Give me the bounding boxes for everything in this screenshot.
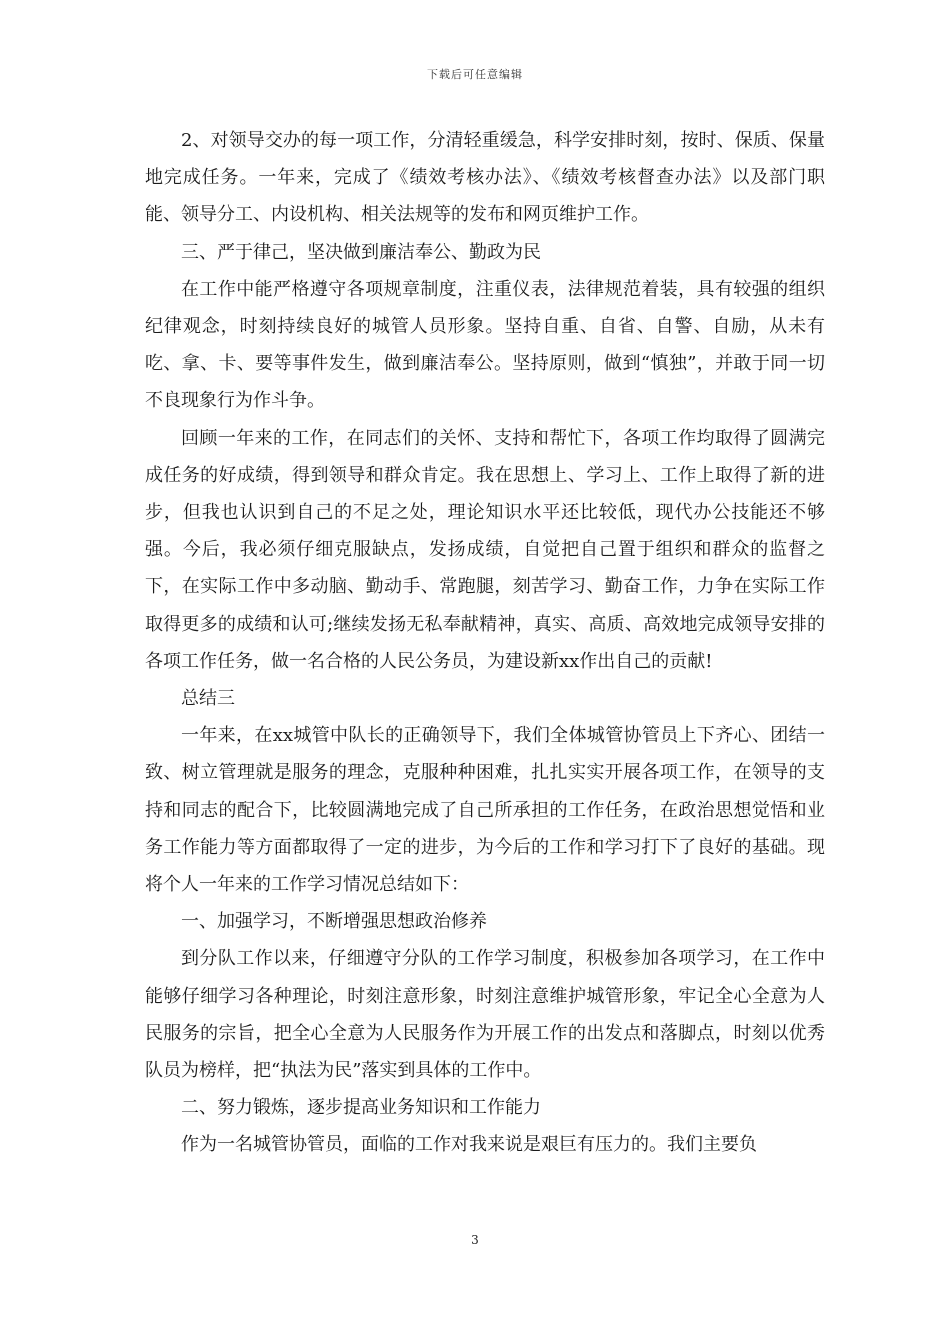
paragraph: 2、对领导交办的每一项工作，分清轻重缓急，科学安排时刻，按时、保质、保量地完成任务。一年来，完成了《绩效考核办法》、《绩效考核督查办法》以及部门职能、领导分工、内设机构、相关法规等的发布和网页维护工作。 — [145, 130, 825, 226]
page-header-note: 下载后可任意编辑 — [427, 68, 523, 81]
section-heading: 二、努力锻炼，逐步提高业务知识和工作能力 — [181, 1097, 541, 1119]
paragraph: 到分队工作以来，仔细遵守分队的工作学习制度，积极参加各项学习，在工作中能够仔细学习各种理论，时刻注意形象，时刻注意维护城管形象，牢记全心全意为人民服务的宗旨，把全心全意为人民服务作为开展工作的出发点和落脚点，时刻以优秀队员为榜样，把“执法为民”落实到具体的工作中。 — [145, 948, 825, 1082]
document-body — [145, 122, 825, 1164]
paragraph: 一年来，在xx城管中队长的正确领导下，我们全体城管协管员上下齐心、团结一致、树立管理就是服务的理念，克服种种困难，扎扎实实开展各项工作，在领导的支持和同志的配合下，比较圆满地完成了自己所承担的工作任务，在政治思想觉悟和业务工作能力等方面都取得了一定的进步，为今后的工作和学习打下了良好的基础。现将个人一年来的工作学习情况总结如下： — [145, 725, 825, 896]
paragraph: 在工作中能严格遵守各项规章制度，注重仪表，法律规范着装，具有较强的组织纪律观念，时刻持续良好的城管人员形象。坚持自重、自省、自警、自励，从未有吃、拿、卡、要等事件发生，做到廉洁奉公。坚持原则，做到“慎独”，并敢于同一切不良现象行为作斗争。 — [145, 278, 825, 412]
section-heading: 一、加强学习，不断增强思想政治修养 — [181, 911, 487, 933]
section-heading: 总结三 — [181, 688, 235, 710]
paragraph: 回顾一年来的工作，在同志们的关怀、支持和帮忙下，各项工作均取得了圆满完成任务的好成绩，得到领导和群众肯定。我在思想上、学习上、工作上取得了新的进步，但我也认识到自己的不足之处，理论知识水平还比较低，现代办公技能还不够强。今后，我必须仔细克服缺点，发扬成绩，自觉把自己置于组织和群众的监督之下，在实际工作中多动脑、勤动手、常跑腿，刻苦学习、勤奋工作，力争在实际工作取得更多的成绩和认可;继续发扬无私奉献精神，真实、高质、高效地完成领导安排的各项工作任务，做一名合格的人民公务员，为建设新xx作出自己的贡献! — [145, 427, 825, 672]
section-heading: 三、严于律己，坚决做到廉洁奉公、勤政为民 — [181, 241, 541, 263]
page-number: 3 — [471, 1233, 479, 1247]
paragraph: 作为一名城管协管员，面临的工作对我来说是艰巨有压力的。我们主要负 — [181, 1134, 757, 1156]
